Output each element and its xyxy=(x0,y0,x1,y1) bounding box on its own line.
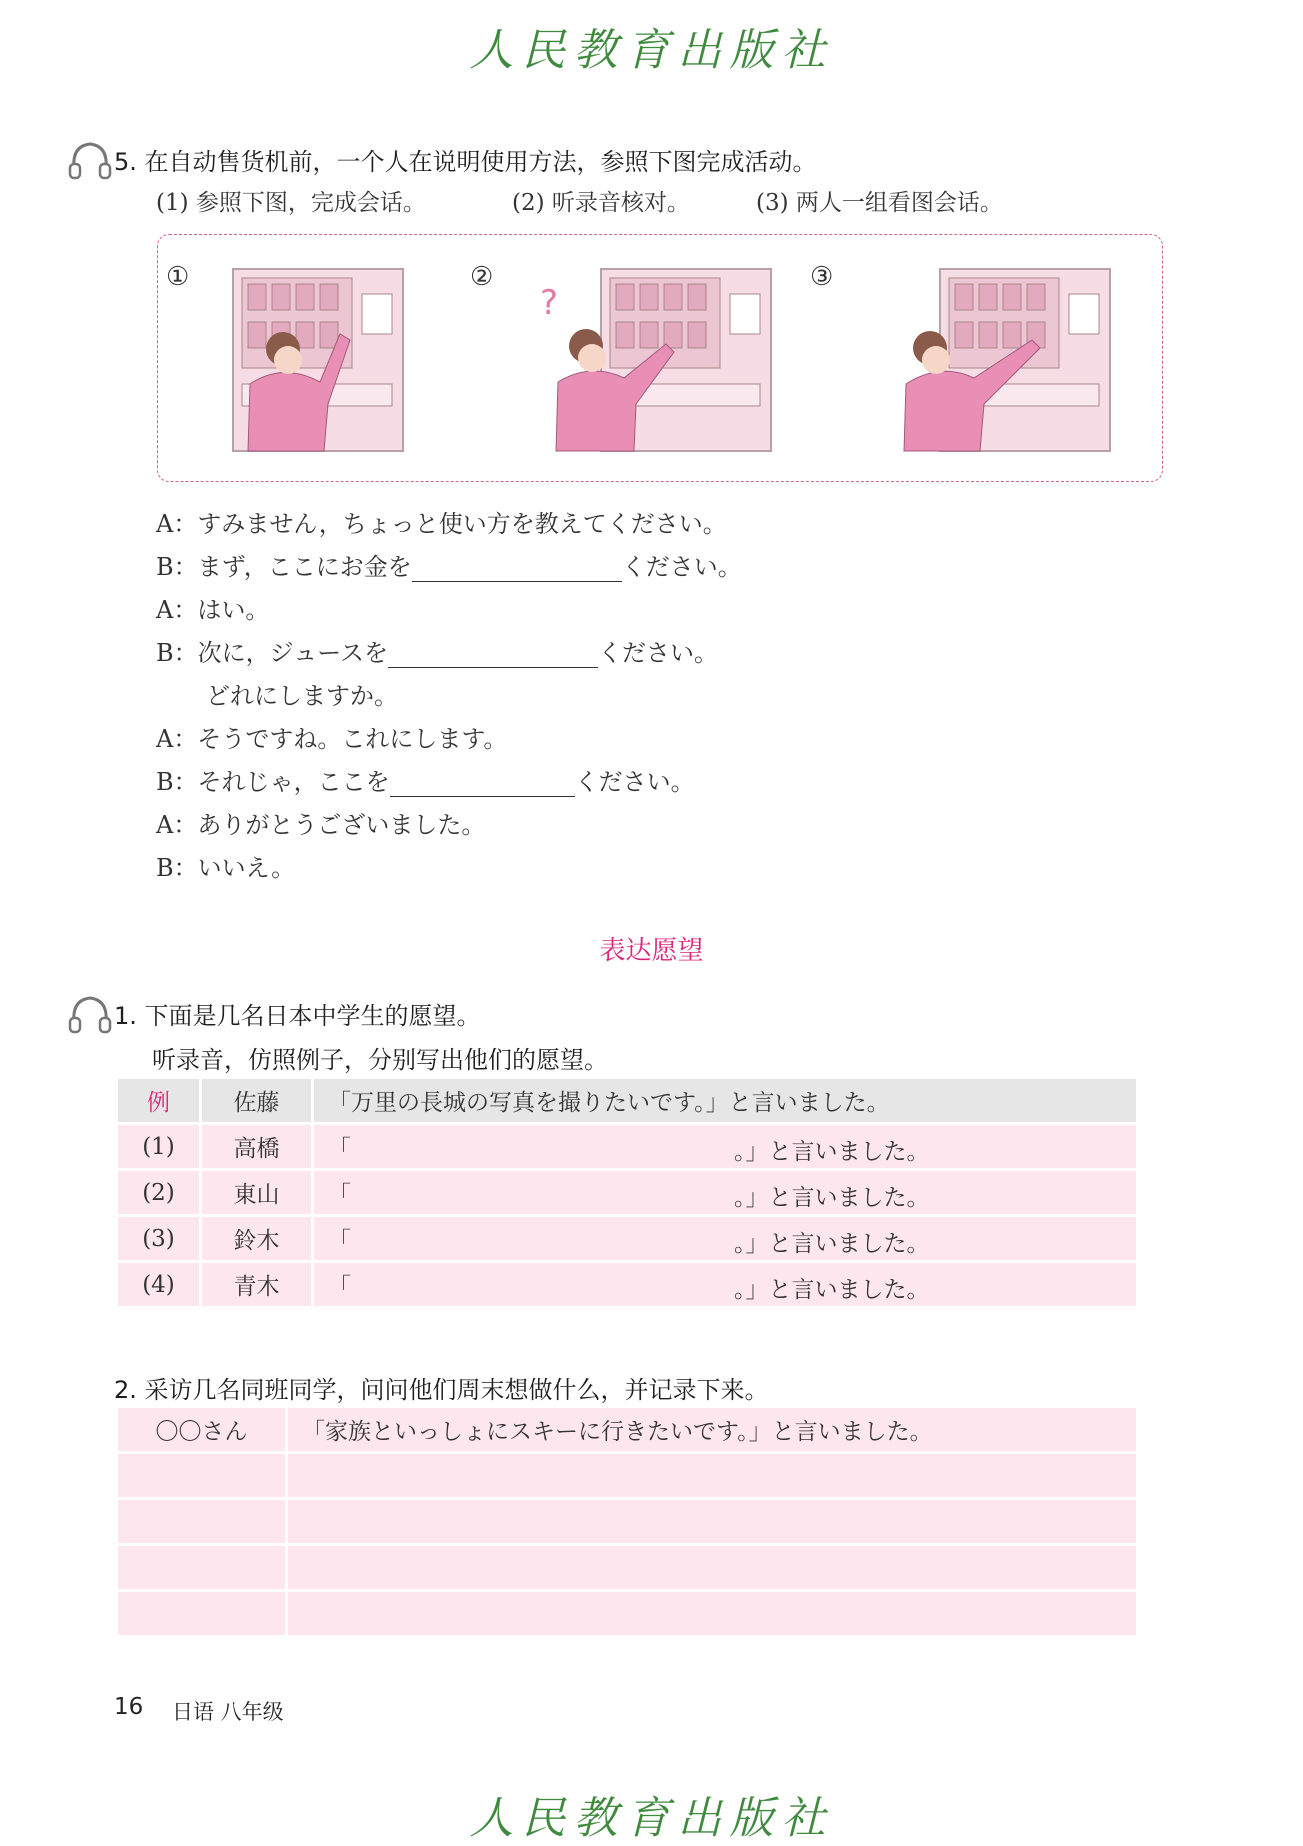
exercise2-title: 2. 采访几名同班同学，问问他们周末想做什么，并记录下来。 xyxy=(114,1376,769,1404)
interview-table xyxy=(118,1405,1136,1638)
student-name: 鈴木 xyxy=(202,1217,314,1260)
dialogue-line-9 xyxy=(156,848,295,883)
wish-answer-cell[interactable] xyxy=(314,1217,1136,1260)
table-row xyxy=(118,1263,1136,1306)
exercise5-step-3: (3) 两人一组看图会话。 xyxy=(756,190,1003,216)
answer-blank[interactable] xyxy=(412,553,622,582)
row-number: (1) xyxy=(118,1125,202,1168)
speaker-label: B： xyxy=(156,768,198,796)
dialogue-line-1 xyxy=(156,504,727,539)
panel-number-1: ① xyxy=(166,262,190,292)
panel-number-2: ② xyxy=(470,262,494,292)
wish-tail: 。」と言いました。 xyxy=(734,1185,930,1211)
speaker-label: B： xyxy=(156,854,198,882)
page-number: 16 xyxy=(114,1694,144,1720)
table-row xyxy=(118,1217,1136,1260)
panel-number-3: ③ xyxy=(810,262,834,292)
speaker-label: B： xyxy=(156,553,198,581)
classmate-name-cell[interactable] xyxy=(118,1592,288,1635)
dialogue-line-2 xyxy=(156,547,742,582)
wish-answer-cell[interactable] xyxy=(314,1171,1136,1214)
table-row xyxy=(118,1408,1136,1451)
dialogue-text: そうですね。これにします。 xyxy=(197,725,508,753)
wish-text: 「万里の長城の写真を撮りたいです。」と言いました。 xyxy=(314,1079,1136,1122)
vending-machine-illustration-1 xyxy=(228,264,408,454)
open-bracket: 「 xyxy=(328,1274,351,1300)
interview-answer-cell[interactable] xyxy=(288,1500,1136,1543)
open-bracket: 「 xyxy=(328,1136,351,1162)
classmate-name-cell[interactable] xyxy=(118,1546,288,1589)
dialogue-line-4 xyxy=(156,633,718,668)
dialogue-text: それじゃ，ここを xyxy=(197,768,390,796)
interview-text: 「家族といっしょにスキーに行きたいです。」と言いました。 xyxy=(288,1408,1136,1451)
dialogue-text: はい。 xyxy=(197,596,270,624)
exercise5-title: 5. 在自动售货机前，一个人在说明使用方法，参照下图完成活动。 xyxy=(114,148,817,176)
speaker-label: A： xyxy=(156,725,198,753)
exercise5-step-2: (2) 听录音核对。 xyxy=(512,190,690,216)
dialogue-text-after: ください。 xyxy=(621,553,742,581)
headphones-icon xyxy=(64,992,112,1036)
student-name: 青木 xyxy=(202,1263,314,1306)
exercise1-title: 1. 下面是几名日本中学生的愿望。 xyxy=(114,1002,481,1030)
table-row xyxy=(118,1592,1136,1635)
classmate-name-cell[interactable] xyxy=(118,1454,288,1497)
dialogue-text-after: ください。 xyxy=(574,768,695,796)
table-row xyxy=(118,1500,1136,1543)
dialogue-line-6 xyxy=(156,719,507,754)
dialogue-text: すみません，ちょっと使い方を教えてください。 xyxy=(197,510,727,538)
open-bracket: 「 xyxy=(328,1182,351,1208)
dialogue-text: まず，ここにお金を xyxy=(197,553,412,581)
wish-tail: 。」と言いました。 xyxy=(734,1231,930,1257)
exercise5-step-1: (1) 参照下图，完成会话。 xyxy=(156,190,426,216)
speaker-label: A： xyxy=(156,510,198,538)
dialogue-line-8 xyxy=(156,805,485,840)
dialogue-line-5 xyxy=(206,676,398,711)
row-number: (4) xyxy=(118,1263,202,1306)
student-name: 高橋 xyxy=(202,1125,314,1168)
speaker-label: B： xyxy=(156,639,198,667)
table-row xyxy=(118,1079,1136,1122)
row-number: 例 xyxy=(118,1079,202,1122)
table-row xyxy=(118,1454,1136,1497)
dialogue-line-3 xyxy=(156,590,269,625)
speaker-label: A： xyxy=(156,596,198,624)
table-row xyxy=(118,1125,1136,1168)
publisher-logo: 人民教育出版社 xyxy=(469,25,834,76)
open-bracket: 「 xyxy=(328,1228,351,1254)
wish-tail: 。」と言いました。 xyxy=(734,1277,930,1303)
exercise1-subtitle: 听录音，仿照例子，分别写出他们的愿望。 xyxy=(152,1046,608,1074)
interview-answer-cell[interactable] xyxy=(288,1454,1136,1497)
table-row xyxy=(118,1171,1136,1214)
dialogue-line-7 xyxy=(156,762,695,797)
wishes-table xyxy=(118,1076,1136,1309)
dialogue-text: 次に，ジュースを xyxy=(197,639,388,667)
speaker-label: A： xyxy=(156,811,198,839)
student-name: 東山 xyxy=(202,1171,314,1214)
wish-answer-cell[interactable] xyxy=(314,1263,1136,1306)
wish-answer-cell[interactable] xyxy=(314,1125,1136,1168)
dialogue-text-after: ください。 xyxy=(597,639,718,667)
vending-machine-illustration-2 xyxy=(536,264,776,454)
vending-machine-illustration-3 xyxy=(900,264,1120,454)
dialogue-text: どれにしますか。 xyxy=(206,682,398,710)
dialogue-text: いいえ。 xyxy=(197,854,296,882)
answer-blank[interactable] xyxy=(388,639,598,668)
row-number: (2) xyxy=(118,1171,202,1214)
publisher-logo-bottom: 人民教育出版社 xyxy=(469,1793,834,1844)
answer-blank[interactable] xyxy=(390,768,575,797)
classmate-name-cell[interactable] xyxy=(118,1500,288,1543)
svg-text:?: ? xyxy=(540,283,559,323)
classmate-name: 〇〇さん xyxy=(118,1408,288,1451)
interview-answer-cell[interactable] xyxy=(288,1546,1136,1589)
dialogue-text: ありがとうございました。 xyxy=(197,811,486,839)
table-row xyxy=(118,1546,1136,1589)
book-title: 日语 八年级 xyxy=(172,1700,284,1724)
wish-tail: 。」と言いました。 xyxy=(734,1139,930,1165)
student-name: 佐藤 xyxy=(202,1079,314,1122)
headphones-icon xyxy=(64,138,112,182)
interview-answer-cell[interactable] xyxy=(288,1592,1136,1635)
section-title: 表达愿望 xyxy=(599,936,704,966)
row-number: (3) xyxy=(118,1217,202,1260)
